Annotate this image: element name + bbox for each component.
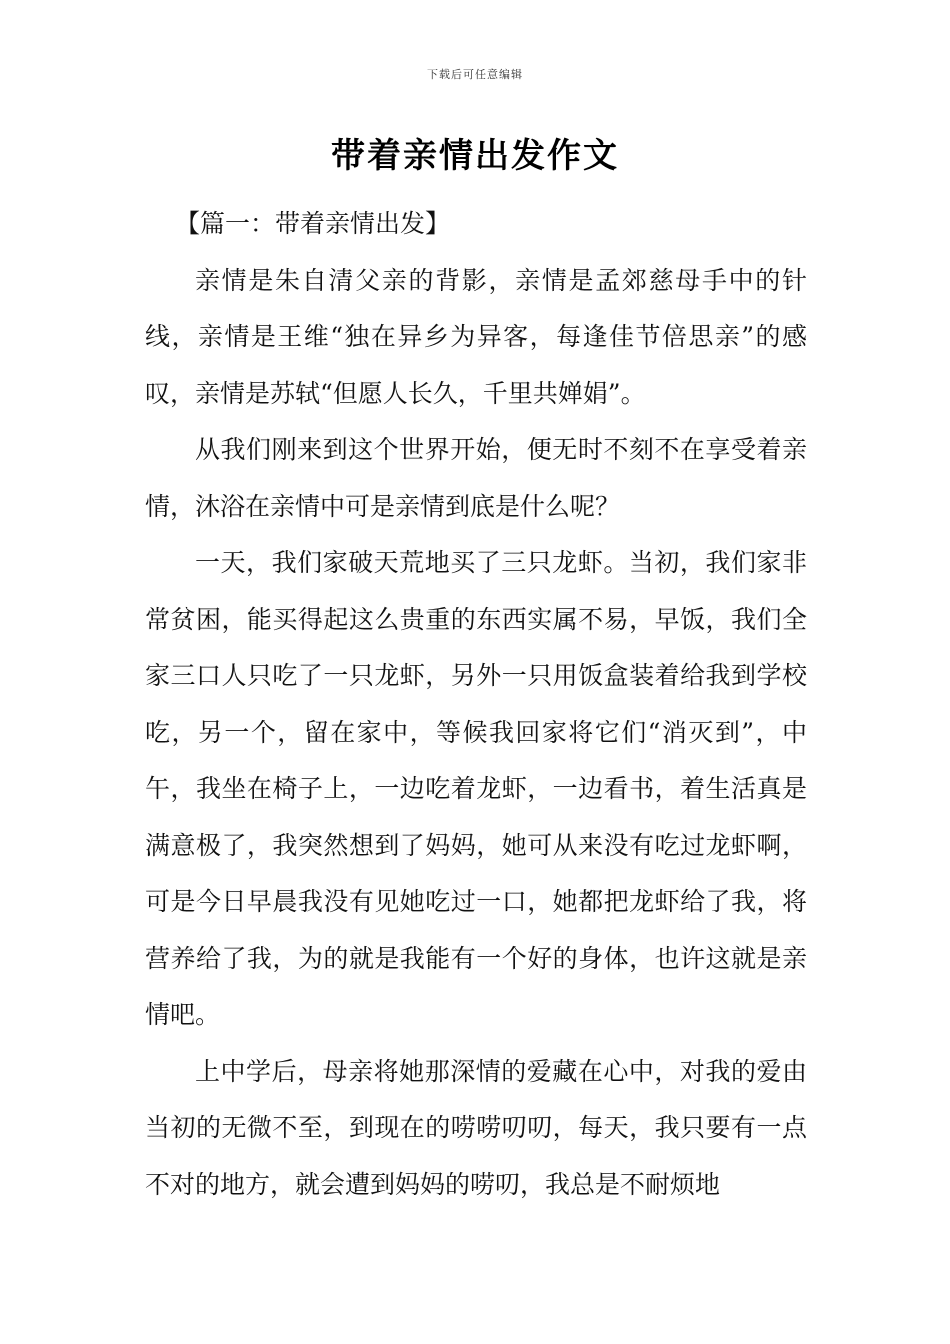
document-body bbox=[145, 196, 807, 1213]
document-title: 带着亲情出发作文 bbox=[331, 136, 619, 176]
paragraph: 一天，我们家破天荒地买了三只龙虾。当初，我们家非常贫困，能买得起这么贵重的东西实属不易，早饭，我们全家三口人只吃了一只龙虾，另外一只用饭盒装着给我到学校吃，另一个，留在家中，等候我回家将它们“消灭到”，中午，我坐在椅子上，一边吃着龙虾，一边看书，着生活真是满意极了，我突然想到了妈妈，她可从来没有吃过龙虾啊，可是今日早晨我没有见她吃过一口，她都把龙虾给了我，将营养给了我，为的就是我能有一个好的身体，也许这就是亲情吧。 bbox=[145, 548, 807, 1029]
paragraph: 从我们刚来到这个世界开始，便无时不刻不在享受着亲情，沐浴在亲情中可是亲情到底是什么呢？ bbox=[145, 435, 807, 521]
paragraph: 亲情是朱自清父亲的背影，亲情是孟郊慈母手中的针线，亲情是王维“独在异乡为异客，每逢佳节倍思亲”的感叹，亲情是苏轼“但愿人长久，千里共婵娟”。 bbox=[145, 265, 807, 408]
header-note: 下载后可任意编辑 bbox=[427, 68, 523, 81]
paragraph: 上中学后，母亲将她那深情的爱藏在心中，对我的爱由当初的无微不至，到现在的唠唠叨叨，每天，我只要有一点不对的地方，就会遭到妈妈的唠叨，我总是不耐烦地 bbox=[145, 1056, 807, 1199]
section-heading: 【篇一：带着亲情出发】 bbox=[175, 209, 451, 238]
